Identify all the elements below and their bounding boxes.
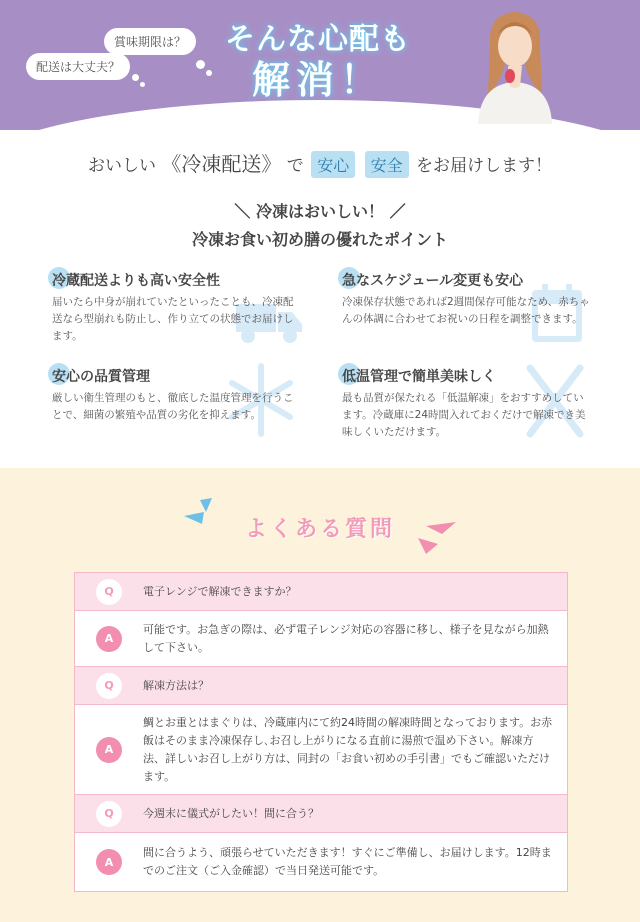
faq-question: 電子レンジで解凍できますか？ — [143, 584, 297, 598]
q-badge: Q — [96, 801, 122, 827]
point-safety — [52, 270, 302, 345]
bubble-dot — [132, 74, 139, 81]
speech-bubble-expiry: 賞味期限は？ — [104, 28, 196, 55]
faq-question-row — [75, 667, 567, 705]
badge-column — [75, 579, 143, 605]
point-body: 厳しい衛生管理のもと、徹底した温度管理を行うことで、細菌の繁殖や品質の劣化を抑えます。 — [52, 392, 294, 421]
badge-column — [75, 626, 143, 652]
q-badge: Q — [96, 673, 122, 699]
points-heading-line1: ＼ 冷凍はおいしい！ ／ — [234, 202, 406, 221]
faq-question-row — [75, 573, 567, 611]
q-badge: Q — [96, 579, 122, 605]
point-title — [342, 270, 592, 290]
faq-question-row — [75, 795, 567, 833]
point-body: 届いたら中身が崩れていたといったことも、冷凍配送なら型崩れも防止し、作り立ての状態でお届けします。 — [52, 296, 294, 342]
hero-title — [208, 22, 428, 104]
faq-question: 解凍方法は？ — [143, 678, 209, 692]
point-title — [52, 270, 302, 290]
a-badge: A — [96, 626, 122, 652]
bubble-dot — [140, 82, 145, 87]
hero-title-line2: 解消！ — [251, 58, 384, 102]
faq-title: よくある質問 — [244, 517, 395, 542]
badge-column — [75, 673, 143, 699]
faq-answer-row — [75, 833, 567, 891]
points-heading — [0, 198, 640, 254]
a-badge: A — [96, 737, 122, 763]
point-title-text: 低温管理で簡単美味しく — [342, 369, 496, 385]
faq-answer: 鯛とお重とはまぐりは、冷蔵庫内にて約24時間の解凍時間となっております。お赤飯はそのまま冷凍保存し､お召し上がりになる直前に湯煎で温め下さい。解凍方法、詳しいお召し上がり方は、同封の「お食い初めの手引書」でもご確認いただけます。 — [143, 715, 553, 783]
tagline-de: で — [286, 156, 304, 176]
point-body: 最も品質が保たれる「低温解凍」をおすすめしています。冷蔵庫に24時間入れておくだけで解凍でき美味しくいただけます。 — [342, 392, 586, 438]
faq-question: 今週末に儀式がしたい！間に合う？ — [143, 806, 319, 820]
worried-woman-illustration — [470, 4, 560, 124]
faq-table — [74, 572, 568, 892]
hero-title-line1: そんな心配も — [225, 22, 411, 57]
faq-answer: 可能です。お急ぎの際は、必ず電子レンジ対応の容器に移し、様子を見ながら加熱して下さい。 — [143, 622, 549, 654]
tagline-emphasis: 《冷凍配送》 — [161, 152, 282, 176]
point-title — [52, 366, 302, 386]
point-body: 冷凍保存状態であれば2週間保存可能なため、赤ちゃんの体調に合わせてお祝いの日程を調整できます。 — [342, 296, 590, 325]
a-badge: A — [96, 849, 122, 875]
point-schedule — [342, 270, 592, 328]
badge-column — [75, 801, 143, 827]
bubble-dot — [196, 60, 205, 69]
point-title-text: 急なスケジュール変更も安心 — [342, 273, 524, 289]
points-heading-line2: 冷凍お食い初め膳の優れたポイント — [191, 230, 448, 249]
tag-anshin: 安心 — [311, 151, 355, 178]
point-title-text: 安心の品質管理 — [52, 369, 150, 385]
hero-banner — [0, 0, 640, 130]
speech-bubble-delivery: 配送は大丈夫？ — [26, 53, 130, 80]
tagline-prefix: おいしい — [87, 156, 156, 176]
badge-column — [75, 737, 143, 763]
faq-answer-row — [75, 705, 567, 795]
tag-anzen: 安全 — [365, 151, 409, 178]
faq-answer: 間に合うよう、頑張らせていただきます！すぐにご準備し、お届けします。12時までのご注文（ご入金確認）で当日発送可能です。 — [143, 846, 552, 877]
point-title-text: 冷蔵配送よりも高い安全性 — [52, 273, 220, 289]
point-title — [342, 366, 592, 386]
point-quality — [52, 366, 302, 424]
point-low-temp — [342, 366, 592, 441]
tagline — [0, 148, 640, 178]
tagline-suffix: をお届けします！ — [416, 156, 553, 176]
faq-answer-row — [75, 611, 567, 667]
badge-column — [75, 849, 143, 875]
